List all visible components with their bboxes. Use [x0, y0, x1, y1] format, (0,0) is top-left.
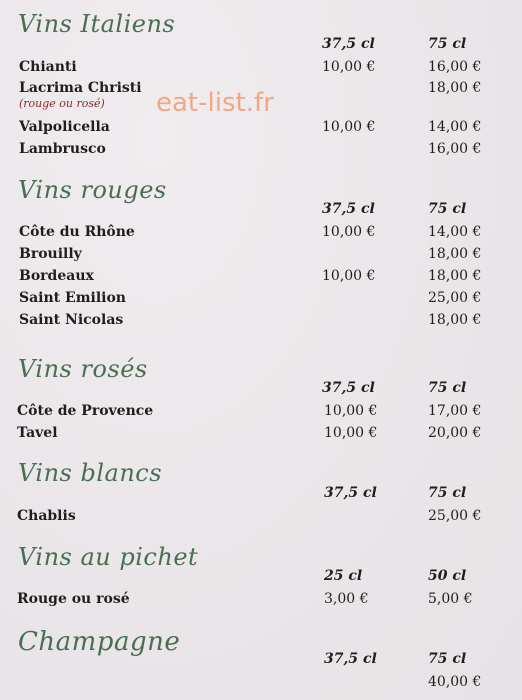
price-large: 18,00 €	[428, 246, 482, 262]
price-large: 18,00 €	[428, 312, 482, 328]
wine-name: Chianti	[19, 59, 77, 75]
wine-name: Côte de Provence	[17, 403, 154, 419]
price-small: 10,00 €	[322, 224, 376, 240]
size-header-small: 37,5 cl	[322, 36, 375, 52]
size-header-small: 37,5 cl	[324, 485, 377, 501]
wine-name: Lambrusco	[19, 141, 106, 157]
wine-name: Saint Nicolas	[19, 312, 124, 328]
price-large: 20,00 €	[428, 425, 482, 441]
price-small: 10,00 €	[322, 119, 376, 135]
wine-name: Brouilly	[19, 246, 82, 262]
price-large: 14,00 €	[428, 224, 482, 240]
wine-name: Lacrima Christi	[19, 80, 142, 96]
wine-name: Chablis	[17, 508, 76, 524]
size-header-small: 25 cl	[324, 568, 363, 584]
section-title-blancs: Vins blancs	[18, 459, 163, 487]
price-large: 40,00 €	[428, 674, 482, 690]
wine-name: Bordeaux	[19, 268, 94, 284]
price-large: 16,00 €	[428, 59, 482, 75]
size-header-large: 75 cl	[428, 651, 467, 667]
price-large: 25,00 €	[428, 290, 482, 306]
price-large: 17,00 €	[428, 403, 482, 419]
price-large: 14,00 €	[428, 119, 482, 135]
price-large: 18,00 €	[428, 268, 482, 284]
wine-name: Côte du Rhône	[19, 224, 135, 240]
price-small: 10,00 €	[322, 268, 376, 284]
size-header-small: 37,5 cl	[322, 380, 375, 396]
size-header-large: 75 cl	[428, 201, 467, 217]
section-title-rouges: Vins rouges	[18, 176, 167, 204]
price-large: 5,00 €	[428, 591, 473, 607]
section-title-pichet: Vins au pichet	[18, 543, 199, 571]
price-small: 3,00 €	[324, 591, 369, 607]
size-header-large: 75 cl	[428, 36, 467, 52]
size-header-large: 75 cl	[428, 485, 467, 501]
wine-name: Valpolicella	[19, 119, 110, 135]
size-header-small: 37,5 cl	[324, 651, 377, 667]
price-small: 10,00 €	[324, 403, 378, 419]
price-large: 16,00 €	[428, 141, 482, 157]
size-header-large: 75 cl	[428, 380, 467, 396]
section-title-italiens: Vins Italiens	[18, 10, 176, 38]
price-small: 10,00 €	[322, 59, 376, 75]
wine-name: Tavel	[17, 425, 58, 441]
section-title-champagne: Champagne	[18, 627, 181, 657]
section-title-roses: Vins rosés	[18, 355, 148, 383]
wine-note: (rouge ou rosé)	[19, 97, 105, 110]
price-large: 18,00 €	[428, 80, 482, 96]
size-header-large: 50 cl	[428, 568, 467, 584]
price-small: 10,00 €	[324, 425, 378, 441]
price-large: 25,00 €	[428, 508, 482, 524]
size-header-small: 37,5 cl	[322, 201, 375, 217]
wine-name: Rouge ou rosé	[17, 591, 130, 607]
wine-name: Saint Emilion	[19, 290, 126, 306]
watermark: eat-list.fr	[156, 88, 274, 118]
